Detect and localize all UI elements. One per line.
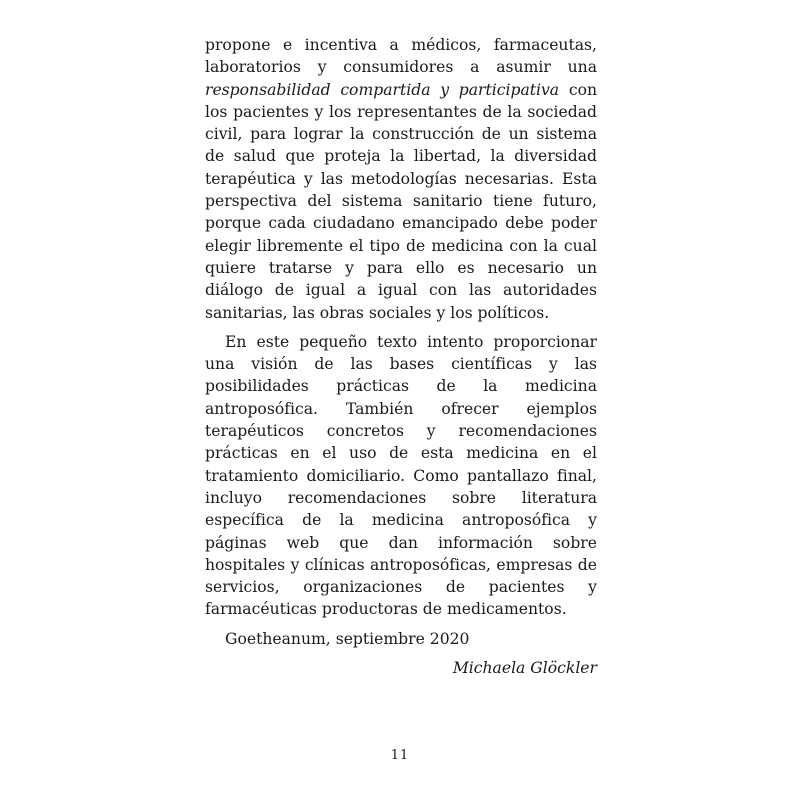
author-signature: Michaela Glöckler <box>452 659 597 678</box>
body-text <box>205 34 597 679</box>
paragraph-1-part-2: con los pacientes y los representantes de la sociedad civil, para lograr la construcción de un sistema de salud que proteja la libertad, la diversidad terapéutica y las metodologías necesarias. Esta perspectiva del sistema sanitario tiene futuro, porque cada ciudadano emancipado debe poder elegir libremente el tipo de medicina con la cual quiere tratarse y para ello es necesario un diálogo de igual a igual con las autoridades sanitarias, las obras sociales y los políticos. <box>205 80 597 322</box>
paragraph-2: En este pequeño texto intento proporcionar una visión de las bases científicas y las posibilidades prácticas de la medicina antroposófica. También ofrecer ejemplos terapéuticos concretos y recomendaciones prácticas en el uso de esta medicina en el tratamiento domiciliario. Como pantallazo final, incluyo recomendaciones sobre literatura específica de la medicina antroposófica y páginas web que dan información sobre hospitales y clínicas antroposóficas, empresas de servicios, organizaciones de pacientes y farmacéuticas productoras de medicamentos. <box>205 332 597 619</box>
paragraph-1 <box>205 34 597 324</box>
paragraph-1-part-1: propone e incentiva a médicos, farmaceutas, laboratorios y consumidores a asumir una <box>205 36 597 77</box>
page-number: 11 <box>390 748 410 763</box>
paragraph-1-emphasis: responsabilidad compartida y participativa <box>205 80 560 99</box>
place-date: Goetheanum, septiembre 2020 <box>225 629 470 648</box>
